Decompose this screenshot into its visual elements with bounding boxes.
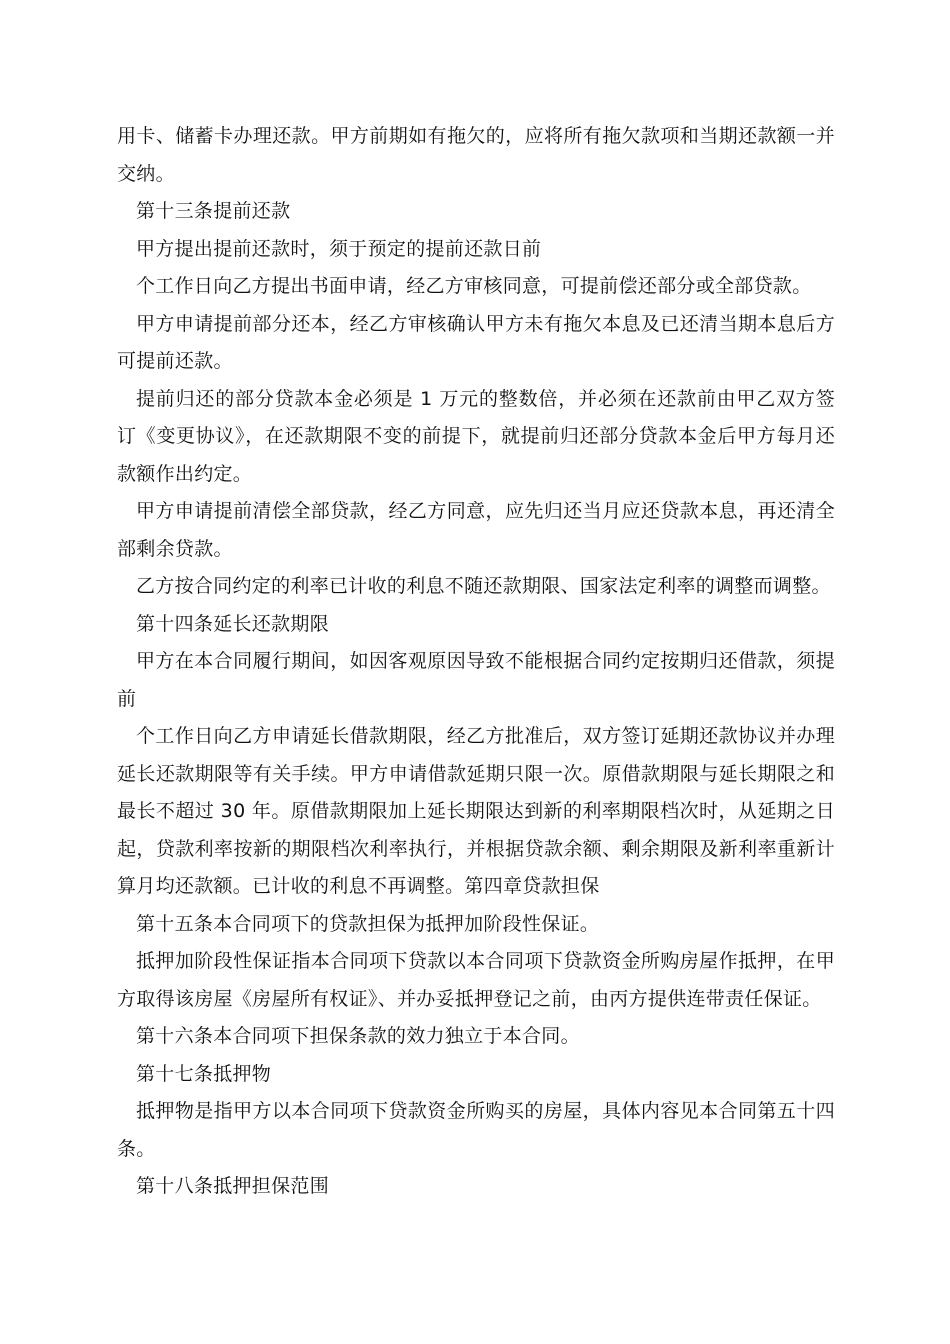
- paragraph-collateral-definition: 抵押物是指甲方以本合同项下贷款资金所购买的房屋，具体内容见本合同第五十四条。: [117, 1100, 835, 1160]
- document-page: [117, 118, 835, 1206]
- paragraph-partial-amount-rule: 提前归还的部分贷款本金必须是 1 万元的整数倍，并必须在还款前由甲乙双方签订《变更协议》，在还款期限不变的前提下，就提前归还部分贷款本金后甲方每月还款额作出约定。: [117, 387, 835, 485]
- paragraph-extension-procedure: 个工作日向乙方申请延长借款期限，经乙方批准后，双方签订延期还款协议并办理延长还款期限等有关手续。甲方申请借款延期只限一次。原借款期限与延长期限之和最长不超过 30 年。原借款期限加上延长期限达到新的利率期限档次时，从延期之日起，贷款利率按新的期限档次利率执行，并根据贷款余额、剩余期限及新利率重新计算月均还款额。已计收的利息不再调整。第四章贷款担保: [117, 725, 835, 897]
- paragraph-interest-not-adjusted: 乙方按合同约定的利率已计收的利息不随还款期限、国家法定利率的调整而调整。: [136, 575, 831, 597]
- paragraph-written-application: 个工作日向乙方提出书面申请，经乙方审核同意，可提前偿还部分或全部贷款。: [136, 275, 812, 297]
- paragraph-extension-reason: 甲方在本合同履行期间，如因客观原因导致不能根据合同约定按期归还借款，须提前: [117, 650, 835, 710]
- article-17-heading: 第十七条抵押物: [136, 1062, 272, 1085]
- article-18-heading: 第十八条抵押担保范围: [136, 1175, 330, 1197]
- paragraph-repayment-methods: 用卡、储蓄卡办理还款。甲方前期如有拖欠的，应将所有拖欠款项和当期还款额一并交纳。: [117, 125, 835, 185]
- article-13-heading: 第十三条提前还款: [136, 200, 291, 222]
- article-16-heading: 第十六条本合同项下担保条款的效力独立于本合同。: [136, 1025, 580, 1047]
- paragraph-guarantee-definition: 抵押加阶段性保证指本合同项下贷款以本合同项下贷款资金所购房屋作抵押，在甲方取得该房屋《房屋所有权证》、并办妥抵押登记之前，由丙方提供连带责任保证。: [117, 950, 835, 1010]
- article-14-heading: 第十四条延长还款期限: [136, 612, 330, 635]
- paragraph-partial-principal: 甲方申请提前部分还本，经乙方审核确认甲方未有拖欠本息及已还清当期本息后方可提前还款。: [117, 312, 835, 372]
- article-15-heading: 第十五条本合同项下的贷款担保为抵押加阶段性保证。: [136, 912, 600, 935]
- paragraph-full-settlement: 甲方申请提前清偿全部贷款，经乙方同意，应先归还当月应还贷款本息，再还清全部剩余贷款。: [117, 500, 835, 560]
- paragraph-early-repayment-request: 甲方提出提前还款时，须于预定的提前还款日前: [136, 237, 542, 260]
